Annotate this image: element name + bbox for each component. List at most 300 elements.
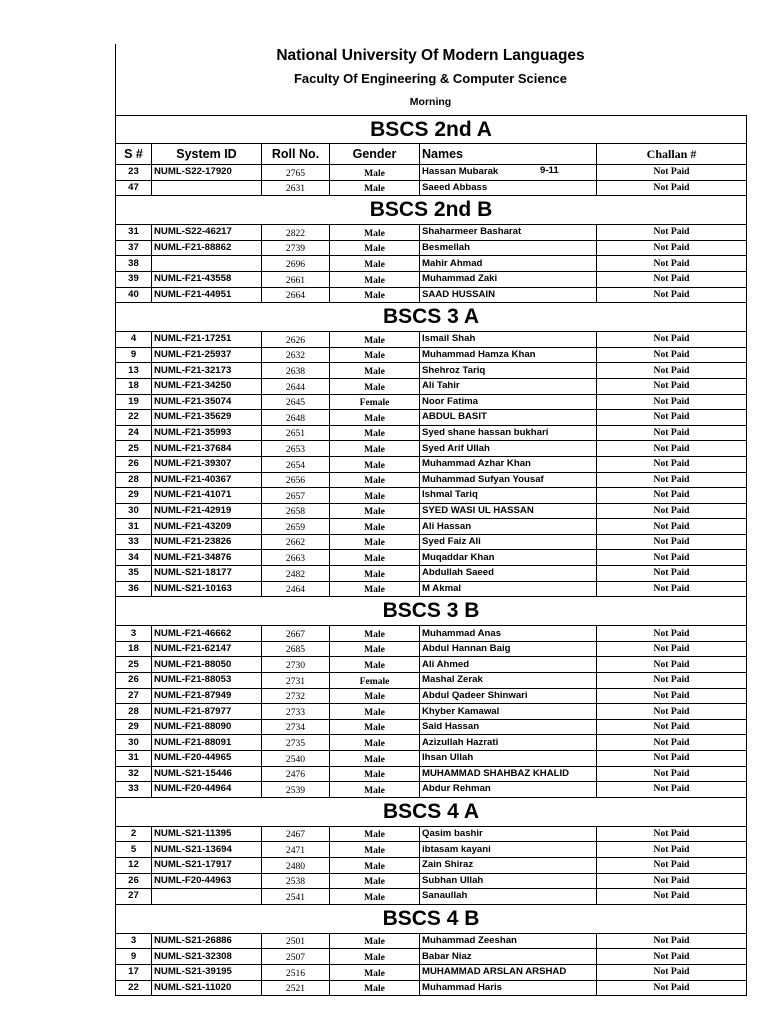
section-title: BSCS 4 A	[116, 797, 747, 826]
student-name-text: SAAD HUSSAIN	[422, 288, 496, 300]
challan-status: Not Paid	[597, 964, 747, 980]
gender: Male	[330, 933, 420, 949]
system-id: NUML-F21-46662	[152, 626, 262, 642]
system-id: NUML-F21-40367	[152, 472, 262, 488]
system-id: NUML-S21-32308	[152, 949, 262, 965]
student-name-text: Sanaullah	[422, 890, 468, 902]
roll-number: 2476	[262, 766, 330, 782]
table-row	[116, 180, 747, 196]
system-id: NUML-S21-11395	[152, 826, 262, 842]
gender: Male	[330, 347, 420, 363]
student-name-text: ABDUL BASIT	[422, 411, 487, 423]
student-name-text: Saeed Abbass	[422, 181, 488, 193]
challan-status: Not Paid	[597, 425, 747, 441]
challan-status: Not Paid	[597, 657, 747, 673]
gender: Male	[330, 488, 420, 504]
gender: Male	[330, 641, 420, 657]
table-row	[116, 719, 747, 735]
student-name	[420, 519, 597, 535]
table-row	[116, 456, 747, 472]
table-row	[116, 782, 747, 798]
gender: Male	[330, 441, 420, 457]
table-row	[116, 889, 747, 905]
student-name-text: Abdullah Saeed	[422, 567, 494, 579]
challan-status: Not Paid	[597, 394, 747, 410]
system-id: NUML-F21-42919	[152, 503, 262, 519]
system-id: NUML-F21-44951	[152, 287, 262, 303]
student-name-text: Zain Shiraz	[422, 859, 474, 871]
student-name-text: Shehroz Tariq	[422, 364, 486, 376]
serial-number: 26	[116, 456, 152, 472]
roll-number: 2765	[262, 165, 330, 181]
system-id: NUML-F21-88053	[152, 673, 262, 689]
student-name-text: MUHAMMAD ARSLAN ARSHAD	[422, 966, 567, 978]
table-row	[116, 488, 747, 504]
serial-number: 36	[116, 581, 152, 597]
student-name	[420, 534, 597, 550]
student-name-text: Ishmal Tariq	[422, 489, 478, 501]
student-name-text: Muhammad Sufyan Yousaf	[422, 473, 544, 485]
student-name-text: Babar Niaz	[422, 950, 472, 962]
gender: Male	[330, 550, 420, 566]
system-id: NUML-S22-17920	[152, 165, 262, 181]
col-header-challan: Challan #	[597, 144, 747, 165]
roll-number: 2658	[262, 503, 330, 519]
col-header-gender: Gender	[330, 144, 420, 165]
roll-number: 2480	[262, 857, 330, 873]
roll-number: 2730	[262, 657, 330, 673]
system-id: NUML-S21-13694	[152, 842, 262, 858]
student-name	[420, 933, 597, 949]
roll-number: 2516	[262, 964, 330, 980]
challan-status: Not Paid	[597, 566, 747, 582]
col-header-names: Names	[420, 144, 597, 165]
system-id: NUML-F21-37684	[152, 441, 262, 457]
serial-number: 27	[116, 889, 152, 905]
student-name	[420, 766, 597, 782]
roll-number: 2739	[262, 240, 330, 256]
student-name-text: Muhammad Anas	[422, 627, 502, 639]
gender: Male	[330, 240, 420, 256]
roll-number: 2541	[262, 889, 330, 905]
gender: Male	[330, 456, 420, 472]
serial-number: 2	[116, 826, 152, 842]
roll-number: 2664	[262, 287, 330, 303]
student-name	[420, 425, 597, 441]
challan-status: Not Paid	[597, 857, 747, 873]
serial-number: 30	[116, 735, 152, 751]
serial-number: 35	[116, 566, 152, 582]
gender: Female	[330, 673, 420, 689]
serial-number: 47	[116, 180, 152, 196]
gender: Male	[330, 180, 420, 196]
challan-status: Not Paid	[597, 719, 747, 735]
gender: Male	[330, 566, 420, 582]
student-name	[420, 735, 597, 751]
student-name-text: Abdul Hannan Baig	[422, 643, 511, 655]
gender: Male	[330, 581, 420, 597]
roll-number: 2632	[262, 347, 330, 363]
gender: Male	[330, 332, 420, 348]
table-row	[116, 394, 747, 410]
gender: Male	[330, 719, 420, 735]
roll-number: 2471	[262, 842, 330, 858]
gender: Male	[330, 378, 420, 394]
serial-number: 22	[116, 410, 152, 426]
challan-status: Not Paid	[597, 534, 747, 550]
student-name-text: SYED WASI UL HASSAN	[422, 504, 534, 516]
table-row	[116, 332, 747, 348]
table-row	[116, 751, 747, 767]
roll-number: 2733	[262, 704, 330, 720]
student-name	[420, 626, 597, 642]
student-name-text: Muhammad Haris	[422, 981, 502, 993]
table-row	[116, 980, 747, 996]
student-name	[420, 842, 597, 858]
table-row	[116, 363, 747, 379]
roll-number: 2735	[262, 735, 330, 751]
student-name	[420, 657, 597, 673]
section-title: BSCS 3 A	[116, 303, 747, 332]
system-id: NUML-F21-23826	[152, 534, 262, 550]
serial-number: 9	[116, 949, 152, 965]
roll-number: 2662	[262, 534, 330, 550]
table-row	[116, 550, 747, 566]
serial-number: 9	[116, 347, 152, 363]
challan-status: Not Paid	[597, 766, 747, 782]
student-name-text: Shaharmeer Basharat	[422, 226, 522, 238]
gender: Male	[330, 766, 420, 782]
system-id: NUML-F21-43209	[152, 519, 262, 535]
serial-number: 33	[116, 782, 152, 798]
student-name-text: Ali Tahir	[422, 380, 460, 392]
roll-number: 2521	[262, 980, 330, 996]
roll-number: 2507	[262, 949, 330, 965]
serial-number: 31	[116, 519, 152, 535]
serial-number: 33	[116, 534, 152, 550]
section-title: BSCS 4 B	[116, 904, 747, 933]
roll-number: 2538	[262, 873, 330, 889]
student-name	[420, 581, 597, 597]
roll-number: 2540	[262, 751, 330, 767]
student-name-text: Subhan Ullah	[422, 874, 484, 886]
table-row	[116, 410, 747, 426]
system-id: NUML-S22-46217	[152, 225, 262, 241]
system-id: NUML-F21-43558	[152, 271, 262, 287]
serial-number: 27	[116, 688, 152, 704]
gender: Male	[330, 271, 420, 287]
student-name	[420, 949, 597, 965]
serial-number: 18	[116, 641, 152, 657]
student-name-text: Ali Ahmed	[422, 658, 470, 670]
serial-number: 25	[116, 441, 152, 457]
roll-number: 2644	[262, 378, 330, 394]
student-name	[420, 347, 597, 363]
student-name	[420, 673, 597, 689]
gender: Male	[330, 472, 420, 488]
student-name-text: Muhammad Hamza Khan	[422, 349, 536, 361]
gender: Male	[330, 534, 420, 550]
student-name-text: Syed Arif Ullah	[422, 442, 490, 454]
student-name	[420, 441, 597, 457]
system-id: NUML-S21-18177	[152, 566, 262, 582]
table-row	[116, 766, 747, 782]
system-id: NUML-S21-17917	[152, 857, 262, 873]
table-row	[116, 842, 747, 858]
serial-number: 31	[116, 225, 152, 241]
system-id: NUML-F21-35629	[152, 410, 262, 426]
challan-status: Not Paid	[597, 503, 747, 519]
roll-number: 2731	[262, 673, 330, 689]
challan-status: Not Paid	[597, 488, 747, 504]
student-name-text: Khyber Kamawal	[422, 705, 500, 717]
student-name	[420, 165, 597, 181]
serial-number: 29	[116, 488, 152, 504]
section-title: BSCS 2nd A	[116, 116, 747, 144]
system-id: NUML-F20-44964	[152, 782, 262, 798]
serial-number: 26	[116, 873, 152, 889]
serial-number: 30	[116, 503, 152, 519]
section-header-row	[116, 303, 747, 332]
gender: Male	[330, 873, 420, 889]
student-name-text: Ihsan Ullah	[422, 752, 474, 764]
gender: Male	[330, 842, 420, 858]
gender: Male	[330, 964, 420, 980]
serial-number: 17	[116, 964, 152, 980]
student-name	[420, 782, 597, 798]
student-name	[420, 688, 597, 704]
gender: Male	[330, 287, 420, 303]
challan-status: Not Paid	[597, 287, 747, 303]
serial-number: 3	[116, 626, 152, 642]
university-title: National University Of Modern Languages	[276, 47, 585, 64]
table-row	[116, 933, 747, 949]
shift-label: Morning	[409, 96, 452, 108]
system-id: NUML-F21-87949	[152, 688, 262, 704]
student-name	[420, 857, 597, 873]
system-id: NUML-F21-87977	[152, 704, 262, 720]
challan-status: Not Paid	[597, 347, 747, 363]
gender: Male	[330, 225, 420, 241]
table-row	[116, 826, 747, 842]
student-name	[420, 456, 597, 472]
table-row	[116, 688, 747, 704]
student-name	[420, 704, 597, 720]
gender: Male	[330, 165, 420, 181]
serial-number: 31	[116, 751, 152, 767]
roll-number: 2661	[262, 271, 330, 287]
student-name	[420, 503, 597, 519]
gender: Male	[330, 889, 420, 905]
serial-number: 22	[116, 980, 152, 996]
roll-number: 2653	[262, 441, 330, 457]
student-name-text: Muhammad Zaki	[422, 273, 498, 285]
challan-status: Not Paid	[597, 704, 747, 720]
roll-number: 2501	[262, 933, 330, 949]
roll-number: 2732	[262, 688, 330, 704]
col-header-roll-no: Roll No.	[262, 144, 330, 165]
challan-status: Not Paid	[597, 363, 747, 379]
student-name-text: Azizullah Hazrati	[422, 736, 499, 748]
student-name-text: Muqaddar Khan	[422, 551, 495, 563]
roll-number: 2822	[262, 225, 330, 241]
student-name	[420, 964, 597, 980]
section-header-row	[116, 116, 747, 144]
student-name-text: Besmellah	[422, 242, 470, 254]
student-name	[420, 180, 597, 196]
challan-status: Not Paid	[597, 256, 747, 272]
table-row	[116, 225, 747, 241]
student-name	[420, 240, 597, 256]
challan-status: Not Paid	[597, 873, 747, 889]
system-id: NUML-S21-26886	[152, 933, 262, 949]
system-id: NUML-F21-32173	[152, 363, 262, 379]
table-row	[116, 256, 747, 272]
gender: Male	[330, 626, 420, 642]
system-id: NUML-S21-11020	[152, 980, 262, 996]
challan-status: Not Paid	[597, 626, 747, 642]
student-name-text: Abdur Rehman	[422, 783, 491, 795]
system-id: NUML-F21-34250	[152, 378, 262, 394]
roll-number: 2663	[262, 550, 330, 566]
student-name-text: M Akmal	[422, 582, 462, 594]
student-name	[420, 889, 597, 905]
col-header-sno: S #	[116, 144, 152, 165]
student-name	[420, 256, 597, 272]
challan-status: Not Paid	[597, 441, 747, 457]
challan-status: Not Paid	[597, 949, 747, 965]
student-name-text: Hassan Mubarak	[422, 166, 499, 178]
student-name	[420, 271, 597, 287]
system-id: NUML-F20-44963	[152, 873, 262, 889]
gender: Male	[330, 782, 420, 798]
roll-number: 2464	[262, 581, 330, 597]
student-name	[420, 394, 597, 410]
gender: Male	[330, 735, 420, 751]
challan-status: Not Paid	[597, 980, 747, 996]
challan-status: Not Paid	[597, 581, 747, 597]
roll-number: 2659	[262, 519, 330, 535]
student-name-text: Abdul Qadeer Shinwari	[422, 689, 528, 701]
table-row	[116, 641, 747, 657]
student-name-text: Mahir Ahmad	[422, 257, 483, 269]
student-name	[420, 873, 597, 889]
student-name	[420, 488, 597, 504]
roll-number: 2656	[262, 472, 330, 488]
fee-status-table	[115, 115, 747, 996]
serial-number: 38	[116, 256, 152, 272]
system-id: NUML-S21-10163	[152, 581, 262, 597]
roll-number: 2648	[262, 410, 330, 426]
table-row	[116, 472, 747, 488]
system-id: NUML-F21-62147	[152, 641, 262, 657]
serial-number: 24	[116, 425, 152, 441]
system-id	[152, 889, 262, 905]
gender: Male	[330, 363, 420, 379]
system-id: NUML-S21-15446	[152, 766, 262, 782]
system-id	[152, 180, 262, 196]
student-name	[420, 826, 597, 842]
roll-number: 2696	[262, 256, 330, 272]
challan-status: Not Paid	[597, 165, 747, 181]
serial-number: 13	[116, 363, 152, 379]
col-header-system-id: System ID	[152, 144, 262, 165]
gender: Male	[330, 949, 420, 965]
serial-number: 28	[116, 472, 152, 488]
challan-status: Not Paid	[597, 225, 747, 241]
challan-status: Not Paid	[597, 519, 747, 535]
system-id: NUML-S21-39195	[152, 964, 262, 980]
gender: Male	[330, 688, 420, 704]
student-name-text: MUHAMMAD SHAHBAZ KHALID	[422, 767, 570, 779]
student-name	[420, 225, 597, 241]
student-name-text: Said Hassan	[422, 721, 480, 733]
gender: Male	[330, 826, 420, 842]
faculty-title: Faculty Of Engineering & Computer Science	[293, 71, 568, 86]
system-id: NUML-F20-44965	[152, 751, 262, 767]
table-row	[116, 566, 747, 582]
system-id: NUML-F21-35074	[152, 394, 262, 410]
table-row	[116, 704, 747, 720]
student-name	[420, 980, 597, 996]
student-name-text: Noor Fatima	[422, 395, 478, 407]
student-name-text: Qasim bashir	[422, 828, 483, 840]
student-name	[420, 363, 597, 379]
table-row	[116, 657, 747, 673]
challan-status: Not Paid	[597, 688, 747, 704]
table-row	[116, 581, 747, 597]
system-id: NUML-F21-88862	[152, 240, 262, 256]
roll-number: 2734	[262, 719, 330, 735]
table-row	[116, 503, 747, 519]
roll-number: 2638	[262, 363, 330, 379]
roll-number: 2539	[262, 782, 330, 798]
challan-status: Not Paid	[597, 641, 747, 657]
section-header-row	[116, 797, 747, 826]
challan-status: Not Paid	[597, 240, 747, 256]
system-id: NUML-F21-88050	[152, 657, 262, 673]
section-title: BSCS 2nd B	[116, 196, 747, 225]
roll-number: 2657	[262, 488, 330, 504]
roll-number: 2631	[262, 180, 330, 196]
student-name-text: Mashal Zerak	[422, 674, 483, 686]
student-name-text: Ismail Shah	[422, 333, 476, 345]
roll-number: 2651	[262, 425, 330, 441]
student-name	[420, 550, 597, 566]
student-name	[420, 641, 597, 657]
serial-number: 5	[116, 842, 152, 858]
system-id	[152, 256, 262, 272]
student-name	[420, 751, 597, 767]
gender: Male	[330, 657, 420, 673]
table-row	[116, 287, 747, 303]
student-name	[420, 378, 597, 394]
challan-status: Not Paid	[597, 673, 747, 689]
gender: Male	[330, 410, 420, 426]
gender: Male	[330, 503, 420, 519]
student-name-text: ibtasam kayani	[422, 843, 491, 855]
roll-number: 2467	[262, 826, 330, 842]
roll-number: 2482	[262, 566, 330, 582]
challan-status: Not Paid	[597, 782, 747, 798]
table-row	[116, 165, 747, 181]
table-row	[116, 519, 747, 535]
challan-status: Not Paid	[597, 456, 747, 472]
roll-number: 2654	[262, 456, 330, 472]
challan-status: Not Paid	[597, 735, 747, 751]
roll-number: 2645	[262, 394, 330, 410]
serial-number: 26	[116, 673, 152, 689]
